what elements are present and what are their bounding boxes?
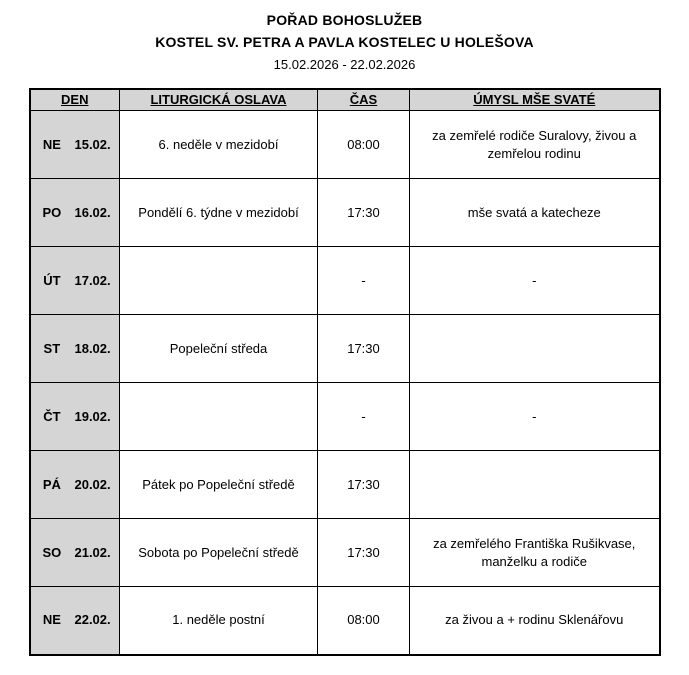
day-abbr: PO	[42, 204, 62, 220]
intention-cell: -	[410, 247, 660, 315]
day-cell	[30, 179, 120, 247]
time-cell: -	[318, 247, 410, 315]
day-abbr: NE	[42, 136, 61, 152]
celebration-cell	[120, 247, 318, 315]
day-abbr: NE	[42, 612, 61, 628]
time-cell: 17:30	[318, 451, 410, 519]
table-row	[30, 179, 660, 247]
intention-cell: -	[410, 383, 660, 451]
table-row	[30, 451, 660, 519]
day-date: 18.02.	[74, 340, 111, 356]
intention-cell: za zemřelého Františka Rušikvase, manželku a rodiče	[410, 519, 660, 587]
intention-cell: za živou a + rodinu Sklenářovu	[410, 587, 660, 655]
time-cell: 17:30	[318, 179, 410, 247]
table-row	[30, 247, 660, 315]
header-row	[30, 89, 660, 111]
day-date: 15.02.	[74, 136, 111, 152]
day-abbr: SO	[42, 544, 62, 560]
table-row	[30, 383, 660, 451]
page-subtitle: KOSTEL SV. PETRA A PAVLA KOSTELEC U HOLEŠOVA	[155, 33, 534, 50]
day-date: 19.02.	[74, 408, 111, 424]
time-cell: 08:00	[318, 587, 410, 655]
day-date: 22.02.	[74, 612, 111, 628]
day-abbr: ST	[43, 340, 61, 356]
time-cell: 17:30	[318, 315, 410, 383]
table-row	[30, 111, 660, 179]
day-cell	[30, 587, 120, 655]
table-header	[30, 89, 660, 111]
intention-cell: mše svatá a katecheze	[410, 179, 660, 247]
day-date: 17.02.	[74, 272, 111, 288]
table-row	[30, 315, 660, 383]
celebration-cell: Pátek po Popeleční středě	[120, 451, 318, 519]
table-row	[30, 587, 660, 655]
column-header-umysl: ÚMYSL MŠE SVATÉ	[410, 89, 660, 111]
date-range: 15.02.2026 - 22.02.2026	[273, 57, 416, 73]
day-abbr: ÚT	[43, 272, 61, 288]
column-header-den: DEN	[30, 89, 120, 111]
column-header-cas: ČAS	[318, 89, 410, 111]
time-cell: 17:30	[318, 519, 410, 587]
day-cell	[30, 451, 120, 519]
celebration-cell: Pondělí 6. týdne v mezidobí	[120, 179, 318, 247]
day-cell	[30, 383, 120, 451]
day-abbr: ČT	[43, 408, 61, 424]
day-abbr: PÁ	[42, 476, 61, 492]
schedule-table	[29, 88, 661, 656]
day-date: 21.02.	[74, 544, 111, 560]
title-block	[0, 10, 689, 76]
day-cell	[30, 247, 120, 315]
celebration-cell: 6. neděle v mezidobí	[120, 111, 318, 179]
page-title: POŘAD BOHOSLUŽEB	[266, 12, 423, 28]
celebration-cell: 1. neděle postní	[120, 587, 318, 655]
day-cell	[30, 315, 120, 383]
intention-cell	[410, 315, 660, 383]
celebration-cell	[120, 383, 318, 451]
column-header-liturgicka-oslava: LITURGICKÁ OSLAVA	[120, 89, 318, 111]
day-cell	[30, 111, 120, 179]
time-cell: 08:00	[318, 111, 410, 179]
intention-cell: za zemřelé rodiče Suralovy, živou a zemřelou rodinu	[410, 111, 660, 179]
celebration-cell: Sobota po Popeleční středě	[120, 519, 318, 587]
table-body	[30, 111, 660, 655]
time-cell: -	[318, 383, 410, 451]
day-date: 16.02.	[74, 204, 111, 220]
day-date: 20.02.	[74, 476, 111, 492]
day-cell	[30, 519, 120, 587]
table-row	[30, 519, 660, 587]
celebration-cell: Popeleční středa	[120, 315, 318, 383]
intention-cell	[410, 451, 660, 519]
